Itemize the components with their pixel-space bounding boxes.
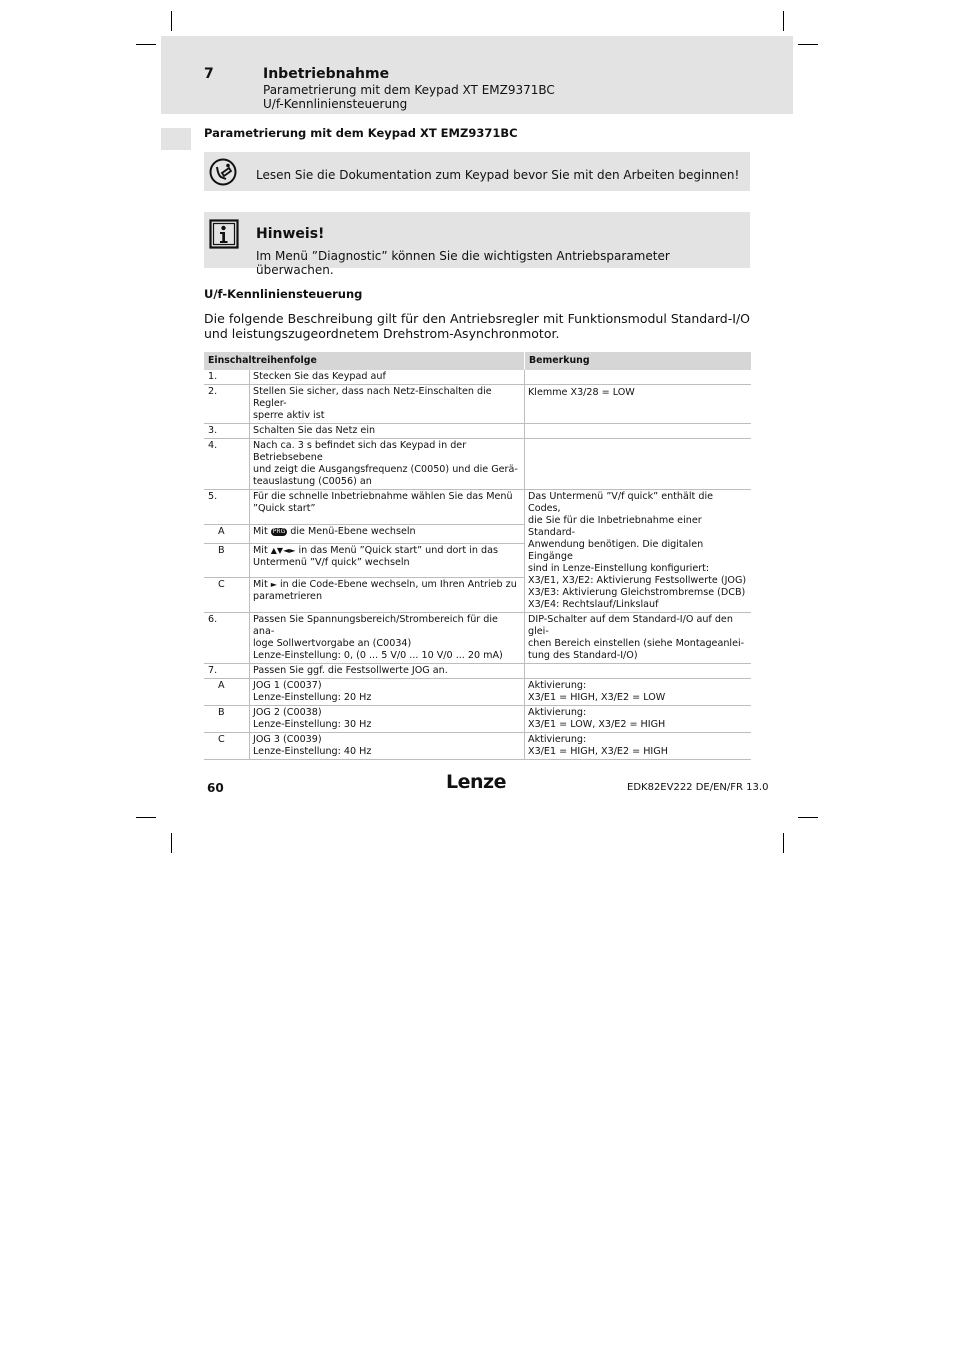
crop-mark bbox=[136, 817, 156, 818]
step-remark bbox=[525, 664, 752, 679]
lenze-logo: Lenze bbox=[446, 771, 506, 793]
hint-heading: Hinweis! bbox=[256, 226, 325, 242]
crop-mark bbox=[798, 817, 818, 818]
desc-line: Lenze-Einstellung: 30 Hz bbox=[253, 719, 372, 730]
table-row bbox=[204, 613, 751, 664]
table-row bbox=[204, 679, 751, 706]
step-description bbox=[250, 524, 525, 543]
document-id: EDK82EV222 DE/EN/FR 13.0 bbox=[627, 782, 769, 793]
right-key-icon: ► bbox=[270, 580, 277, 590]
desc-line: JOG 2 (C0038) bbox=[253, 707, 322, 718]
desc-line: Lenze-Einstellung: 40 Hz bbox=[253, 746, 372, 757]
chapter-header bbox=[161, 36, 793, 114]
table-row bbox=[204, 385, 751, 424]
substep-letter: C bbox=[204, 733, 250, 760]
step-description bbox=[250, 679, 525, 706]
table-row bbox=[204, 733, 751, 760]
remark-line: sind in Lenze-Einstellung konfiguriert: bbox=[528, 563, 710, 574]
table-row bbox=[204, 424, 751, 439]
step-description bbox=[250, 490, 525, 525]
remark-line: Aktivierung: bbox=[528, 734, 587, 745]
step-remark bbox=[525, 424, 752, 439]
remark-line: X3/E1 = LOW, X3/E2 = HIGH bbox=[528, 719, 666, 730]
chapter-subtitle: Parametrierung mit dem Keypad XT EMZ9371BC bbox=[263, 83, 555, 97]
step-number: 4. bbox=[204, 439, 250, 490]
table-row bbox=[204, 439, 751, 490]
subsection-title: U/f-Kennliniensteuerung bbox=[204, 287, 363, 301]
step-description bbox=[250, 613, 525, 664]
side-tab-marker bbox=[161, 128, 191, 150]
step-remark bbox=[525, 679, 752, 706]
substep-letter: B bbox=[204, 706, 250, 733]
remark-line: DIP-Schalter auf dem Standard-I/O auf den glei- bbox=[528, 614, 733, 637]
page-number: 60 bbox=[207, 781, 224, 795]
substep-letter: C bbox=[204, 578, 250, 613]
step-description: Passen Sie ggf. die Festsollwerte JOG an. bbox=[250, 664, 525, 679]
desc-line: Lenze-Einstellung: 0, (0 ... 5 V/0 ... 10 V/0 ... 20 mA) bbox=[253, 650, 503, 661]
step-remark bbox=[525, 706, 752, 733]
arrow-keys-icon: ▲▼◄► bbox=[270, 545, 296, 555]
read-documentation-text: Lesen Sie die Dokumentation zum Keypad bevor Sie mit den Arbeiten beginnen! bbox=[256, 168, 740, 182]
desc-text: die Menü-Ebene wechseln bbox=[290, 525, 416, 537]
desc-text: Mit bbox=[253, 525, 268, 537]
commissioning-table bbox=[204, 352, 751, 760]
step-remark bbox=[525, 733, 752, 760]
desc-line: loge Sollwertvorgabe an (C0034) bbox=[253, 638, 412, 649]
table-row bbox=[204, 706, 751, 733]
remark-line: Anwendung benötigen. Die digitalen Eingänge bbox=[528, 539, 704, 562]
step-number: 3. bbox=[204, 424, 250, 439]
chapter-subtitle: U/f-Kennliniensteuerung bbox=[263, 97, 408, 111]
remark-line: X3/E3: Aktivierung Gleichstrombremse (DCB) bbox=[528, 587, 746, 598]
step-description bbox=[250, 385, 525, 424]
info-icon bbox=[209, 219, 239, 253]
step-remark bbox=[525, 439, 752, 490]
chapter-number: 7 bbox=[204, 66, 214, 82]
crop-mark bbox=[171, 11, 172, 31]
remark-line: Aktivierung: bbox=[528, 707, 587, 718]
desc-line: JOG 3 (C0039) bbox=[253, 734, 322, 745]
desc-line: Nach ca. 3 s befindet sich das Keypad in der Betriebsebene bbox=[253, 440, 467, 463]
crop-mark bbox=[783, 833, 784, 853]
step-description bbox=[250, 733, 525, 760]
substep-letter: B bbox=[204, 543, 250, 578]
desc-line: teauslastung (C0056) an bbox=[253, 476, 372, 487]
prg-key-icon: PRG bbox=[272, 527, 286, 535]
desc-line: Stellen Sie sicher, dass nach Netz-Einschalten die Regler- bbox=[253, 386, 492, 409]
table-row bbox=[204, 370, 751, 385]
section-title: Parametrierung mit dem Keypad XT EMZ9371BC bbox=[204, 126, 518, 140]
remark-line: X3/E1 = HIGH, X3/E2 = LOW bbox=[528, 692, 666, 703]
step-number: 5. bbox=[204, 490, 250, 525]
hint-text: Im Menü ”Diagnostic” können Sie die wichtigsten Antriebsparameter überwachen. bbox=[256, 249, 670, 277]
desc-line: Passen Sie Spannungsbereich/Strombereich für die ana- bbox=[253, 614, 498, 637]
desc-line: sperre aktiv ist bbox=[253, 410, 325, 421]
step-description: Schalten Sie das Netz ein bbox=[250, 424, 525, 439]
remark-line: X3/E4: Rechtslauf/Linkslauf bbox=[528, 599, 659, 610]
desc-text: Mit bbox=[253, 544, 268, 556]
step-remark bbox=[525, 370, 752, 385]
desc-text: Mit bbox=[253, 579, 268, 591]
step-description bbox=[250, 578, 525, 613]
desc-line: Für die schnelle Inbetriebnahme wählen Sie das Menü bbox=[253, 491, 513, 502]
desc-line: Untermenü ”V/f quick” wechseln bbox=[253, 556, 410, 568]
step-description bbox=[250, 543, 525, 578]
desc-line: ”Quick start” bbox=[253, 503, 316, 514]
read-manual-icon bbox=[209, 158, 237, 190]
chapter-title: Inbetriebnahme bbox=[263, 66, 390, 82]
desc-line: JOG 1 (C0037) bbox=[253, 680, 322, 691]
intro-paragraph: Die folgende Beschreibung gilt für den Antriebsregler mit Funktionsmodul Standard-I/O und leistungszugeordnetem Drehstrom-Asynchronmotor. bbox=[204, 311, 750, 341]
crop-mark bbox=[798, 44, 818, 45]
crop-mark bbox=[783, 11, 784, 31]
column-header-remark: Bemerkung bbox=[525, 352, 752, 370]
hint-note bbox=[204, 212, 750, 277]
crop-mark bbox=[136, 44, 156, 45]
table-row bbox=[204, 490, 751, 525]
remark-line: Aktivierung: bbox=[528, 680, 587, 691]
desc-text: in das Menü ”Quick start” und dort in das bbox=[298, 544, 498, 556]
substep-letter: A bbox=[204, 524, 250, 543]
step-remark bbox=[525, 613, 752, 664]
remark-line: tung des Standard-I/O) bbox=[528, 650, 638, 661]
step-description bbox=[250, 439, 525, 490]
remark-line: X3/E1 = HIGH, X3/E2 = HIGH bbox=[528, 746, 668, 757]
read-documentation-note bbox=[204, 152, 750, 191]
crop-mark bbox=[171, 833, 172, 853]
step-number: 1. bbox=[204, 370, 250, 385]
step-remark bbox=[525, 490, 752, 613]
desc-line: parametrieren bbox=[253, 591, 323, 603]
step-number: 7. bbox=[204, 664, 250, 679]
table-row bbox=[204, 664, 751, 679]
remark-line: X3/E1, X3/E2: Aktivierung Festsollwerte (JOG) bbox=[528, 575, 747, 586]
step-description bbox=[250, 706, 525, 733]
step-number: 2. bbox=[204, 385, 250, 424]
remark-line: Das Untermenü ”V/f quick” enthält die Codes, bbox=[528, 491, 714, 514]
substep-letter: A bbox=[204, 679, 250, 706]
desc-text: in die Code-Ebene wechseln, um Ihren Antrieb zu bbox=[280, 579, 517, 591]
desc-line: und zeigt die Ausgangsfrequenz (C0050) und die Gerä- bbox=[253, 464, 518, 475]
step-description: Stecken Sie das Keypad auf bbox=[250, 370, 525, 385]
step-number: 6. bbox=[204, 613, 250, 664]
column-header-sequence: Einschaltreihenfolge bbox=[204, 352, 525, 370]
desc-line: Lenze-Einstellung: 20 Hz bbox=[253, 692, 372, 703]
remark-line: die Sie für die Inbetriebnahme einer Standard- bbox=[528, 515, 702, 538]
step-remark: Klemme X3/28 = LOW bbox=[525, 385, 752, 424]
remark-line: chen Bereich einstellen (siehe Montageanlei- bbox=[528, 638, 745, 649]
